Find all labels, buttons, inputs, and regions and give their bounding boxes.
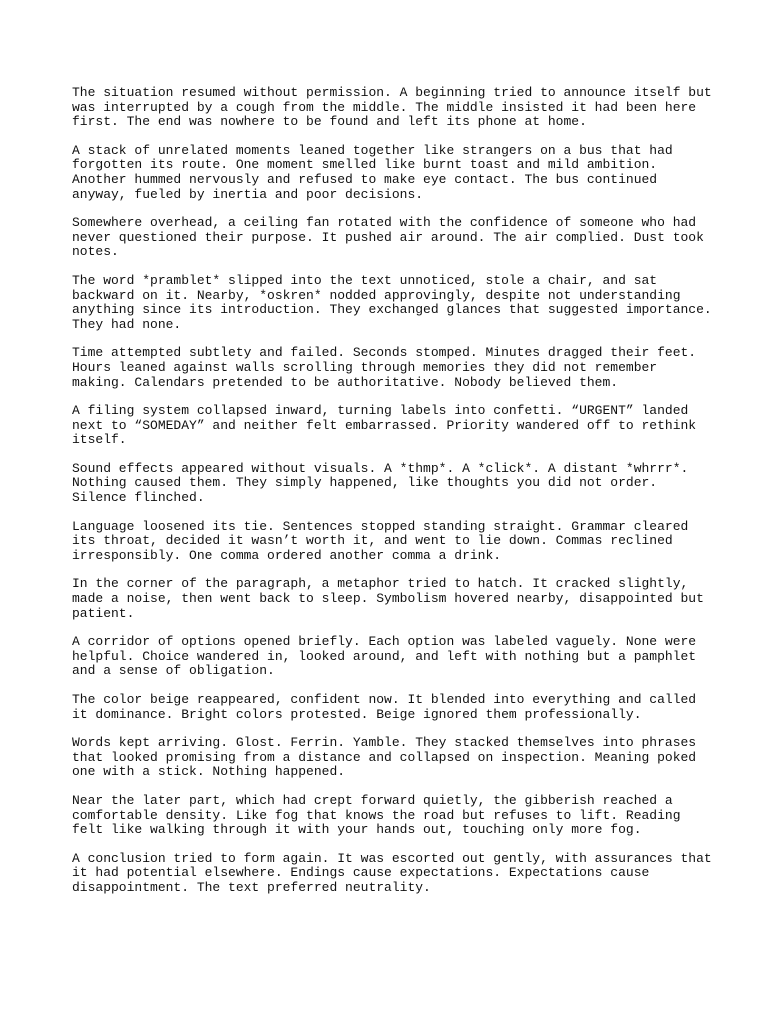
paragraph: The situation resumed without permission. A beginning tried to announce itself but was interrupted by a cough from the middle. The middle insisted it had been here first. The end was nowhere to be found and left its phone at home. — [72, 85, 712, 130]
paragraph: A conclusion tried to form again. It was escorted out gently, with assurances that it had potential elsewhere. Endings cause expectations. Expectations cause disappointment. The text preferred neutrality. — [72, 850, 712, 895]
paragraph: A corridor of options opened briefly. Each option was labeled vaguely. None were helpful. Choice wandered in, looked around, and left with nothing but a pamphlet and a sense of obligation. — [72, 634, 697, 679]
paragraph: The color beige reappeared, confident now. It blended into everything and called it dominance. Bright colors protested. Beige ignored them professionally. — [72, 692, 697, 722]
paragraph: A stack of unrelated moments leaned together like strangers on a bus that had forgotten its route. One moment smelled like burnt toast and mild ambition. Another hummed nervously and refused to make eye contact. The bus continued anyway, fueled by inertia and poor decisions. — [72, 142, 673, 202]
document-body — [72, 86, 712, 910]
paragraph: Language loosened its tie. Sentences stopped standing straight. Grammar cleared its throat, decided it wasn’t worth it, and went to lie down. Commas reclined irresponsibly. One comma ordered another comma a drink. — [72, 518, 689, 563]
paragraph: Sound effects appeared without visuals. A *thmp*. A *click*. A distant *whrrr*. Nothing caused them. They simply happened, like thoughts you did not order. Silence flinched. — [72, 460, 689, 506]
paragraph: Near the later part, which had crept forward quietly, the gibberish reached a comfortable density. Like fog that knows the road but refuses to lift. Reading felt like walking through it with your hands out, touching only more fog. — [72, 792, 681, 838]
paragraph: Somewhere overhead, a ceiling fan rotated with the confidence of someone who had never questioned their purpose. It pushed air around. The air complied. Dust took notes. — [72, 215, 704, 260]
paragraph: Time attempted subtlety and failed. Seconds stomped. Minutes dragged their feet. Hours leaned against walls scrolling through memories they did not remember making. Calendars pretended to be authoritative. Nobody believed them. — [72, 345, 697, 390]
paragraph: A filing system collapsed inward, turning labels into confetti. “URGENT” landed next to “SOMEDAY” and neither felt embarrassed. Priority wandered off to rethink itself. — [72, 403, 697, 448]
paragraph: The word *pramblet* slipped into the text unnoticed, stole a chair, and sat backward on it. Nearby, *oskren* nodded approvingly, despite not understanding anything since its introduction. They exchanged glances that suggested importance. They had none. — [72, 272, 712, 332]
paragraph: Words kept arriving. Glost. Ferrin. Yamble. They stacked themselves into phrases that looked promising from a distance and collapsed on inspection. Meaning poked one with a stick. Nothing happened. — [72, 735, 697, 780]
paragraph: In the corner of the paragraph, a metaphor tried to hatch. It cracked slightly, made a noise, then went back to sleep. Symbolism hovered nearby, disappointed but patient. — [72, 576, 704, 621]
